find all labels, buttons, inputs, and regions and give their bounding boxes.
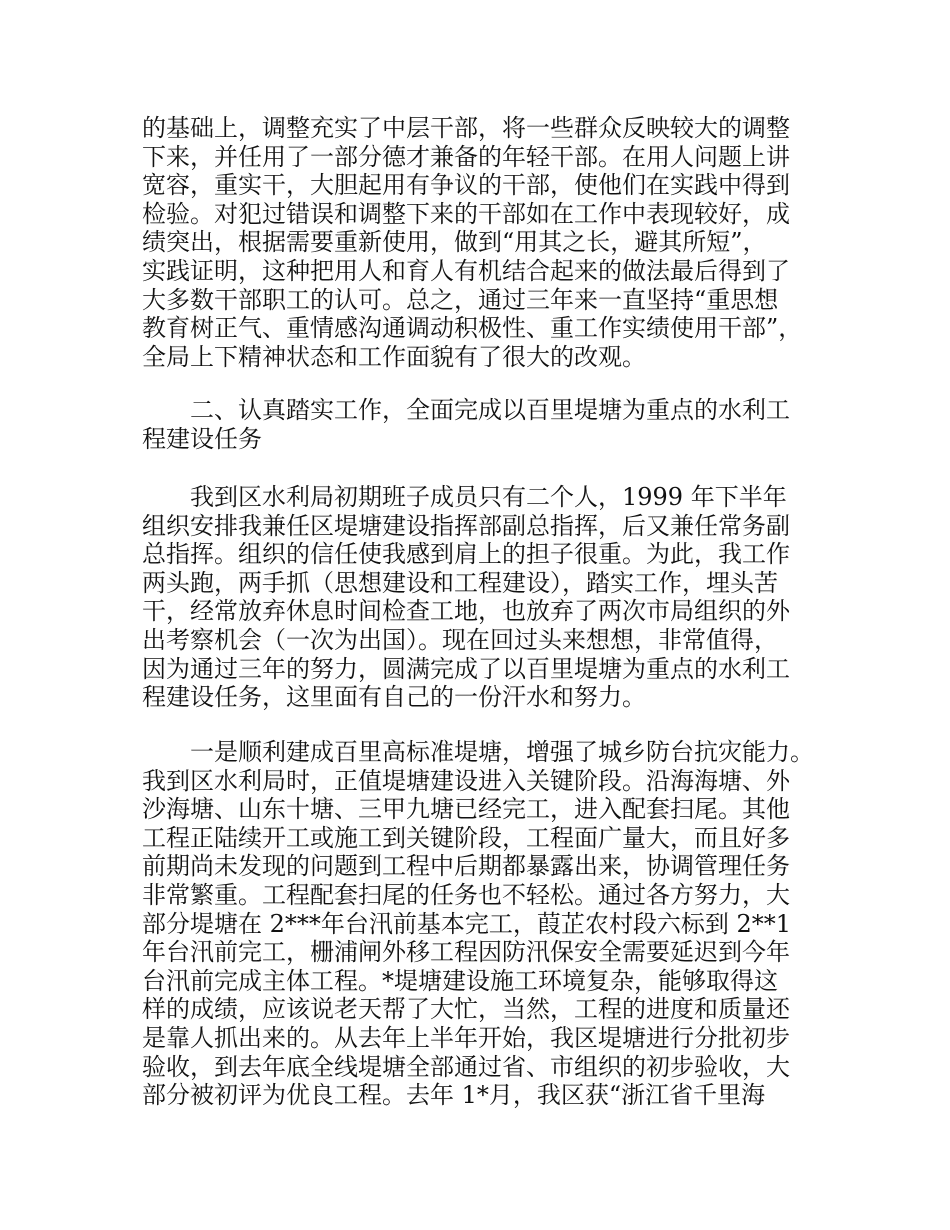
text-line: 台汛前完成主体工程。*堤塘建设施工环境复杂，能够取得这 xyxy=(142,966,778,995)
text-line: 两头跑，两手抓（思想建设和工程建设），踏实工作，埋头苦 xyxy=(142,568,778,597)
text-line: 组织安排我兼任区堤塘建设指挥部副总指挥，后又兼任常务副 xyxy=(142,511,790,540)
text-line: 沙海塘、山东十塘、三甲九塘已经完工，进入配套扫尾。其他 xyxy=(142,795,790,824)
text-line: 样的成绩，应该说老天帮了大忙，当然，工程的进度和质量还 xyxy=(142,995,790,1024)
text-line: 验收，到去年底全线堤塘全部通过省、市组织的初步验收，大 xyxy=(142,1052,790,1081)
text-line: 前期尚未发现的问题到工程中后期都暴露出来，协调管理任务 xyxy=(142,852,790,881)
text-line: 教育树正气、重情感沟通调动积极性、重工作实绩使用干部”， xyxy=(142,314,803,343)
text-line: 干，经常放弃休息时间检查工地，也放弃了两次市局组织的外 xyxy=(142,597,790,626)
text-line: 实践证明，这种把用人和育人有机结合起来的做法最后得到了 xyxy=(142,256,790,285)
text-line: 是靠人抓出来的。从去年上半年开始，我区堤塘进行分批初步 xyxy=(142,1023,790,1052)
text-line: 程建设任务，这里面有自己的一份汗水和努力。 xyxy=(142,683,646,712)
heading-line: 程建设任务 xyxy=(142,424,262,453)
section-heading-two xyxy=(142,396,832,453)
paragraph-embankment-construction xyxy=(142,738,832,1110)
paragraph-cadre-adjustment xyxy=(142,114,832,371)
heading-line: 二、认真踏实工作，全面完成以百里堤塘为重点的水利工 xyxy=(190,396,790,424)
text-line: 我到区水利局初期班子成员只有二个人，1999 年下半年 xyxy=(190,483,787,511)
text-line: 工程正陆续开工或施工到关键阶段，工程面广量大，而且好多 xyxy=(142,823,790,852)
paragraph-work-overview xyxy=(142,483,832,712)
text-line: 非常繁重。工程配套扫尾的任务也不轻松。通过各方努力，大 xyxy=(142,880,790,909)
text-line: 年台汛前完工，栅浦闸外移工程因防汛保安全需要延迟到今年 xyxy=(142,938,790,967)
text-line: 大多数干部职工的认可。总之，通过三年来一直坚持“重思想 xyxy=(142,285,779,314)
text-line: 的基础上，调整充实了中层干部，将一些群众反映较大的调整 xyxy=(142,114,790,142)
text-line: 下来，并任用了一部分德才兼备的年轻干部。在用人问题上讲 xyxy=(142,142,790,171)
text-line: 部分被初评为优良工程。去年 1*月，我区获“浙江省千里海 xyxy=(142,1081,766,1110)
text-line: 宽容，重实干，大胆起用有争议的干部，使他们在实践中得到 xyxy=(142,171,790,200)
text-line: 绩突出，根据需要重新使用，做到“用其之长，避其所短”， xyxy=(142,228,767,257)
text-line: 一是顺利建成百里高标准堤塘，增强了城乡防台抗灾能力。 xyxy=(190,738,814,766)
text-line: 检验。对犯过错误和调整下来的干部如在工作中表现较好，成 xyxy=(142,199,790,228)
text-line: 总指挥。组织的信任使我感到肩上的担子很重。为此，我工作 xyxy=(142,540,790,569)
text-line: 出考察机会（一次为出国）。现在回过头来想想，非常值得， xyxy=(142,625,778,654)
text-line: 我到区水利局时，正值堤塘建设进入关键阶段。沿海海塘、外 xyxy=(142,766,790,795)
text-line: 全局上下精神状态和工作面貌有了很大的改观。 xyxy=(142,342,646,371)
text-line: 部分堤塘在 2***年台汛前基本完工，葭芷农村段六标到 2**1 xyxy=(142,909,792,938)
text-line: 因为通过三年的努力，圆满完成了以百里堤塘为重点的水利工 xyxy=(142,654,790,683)
